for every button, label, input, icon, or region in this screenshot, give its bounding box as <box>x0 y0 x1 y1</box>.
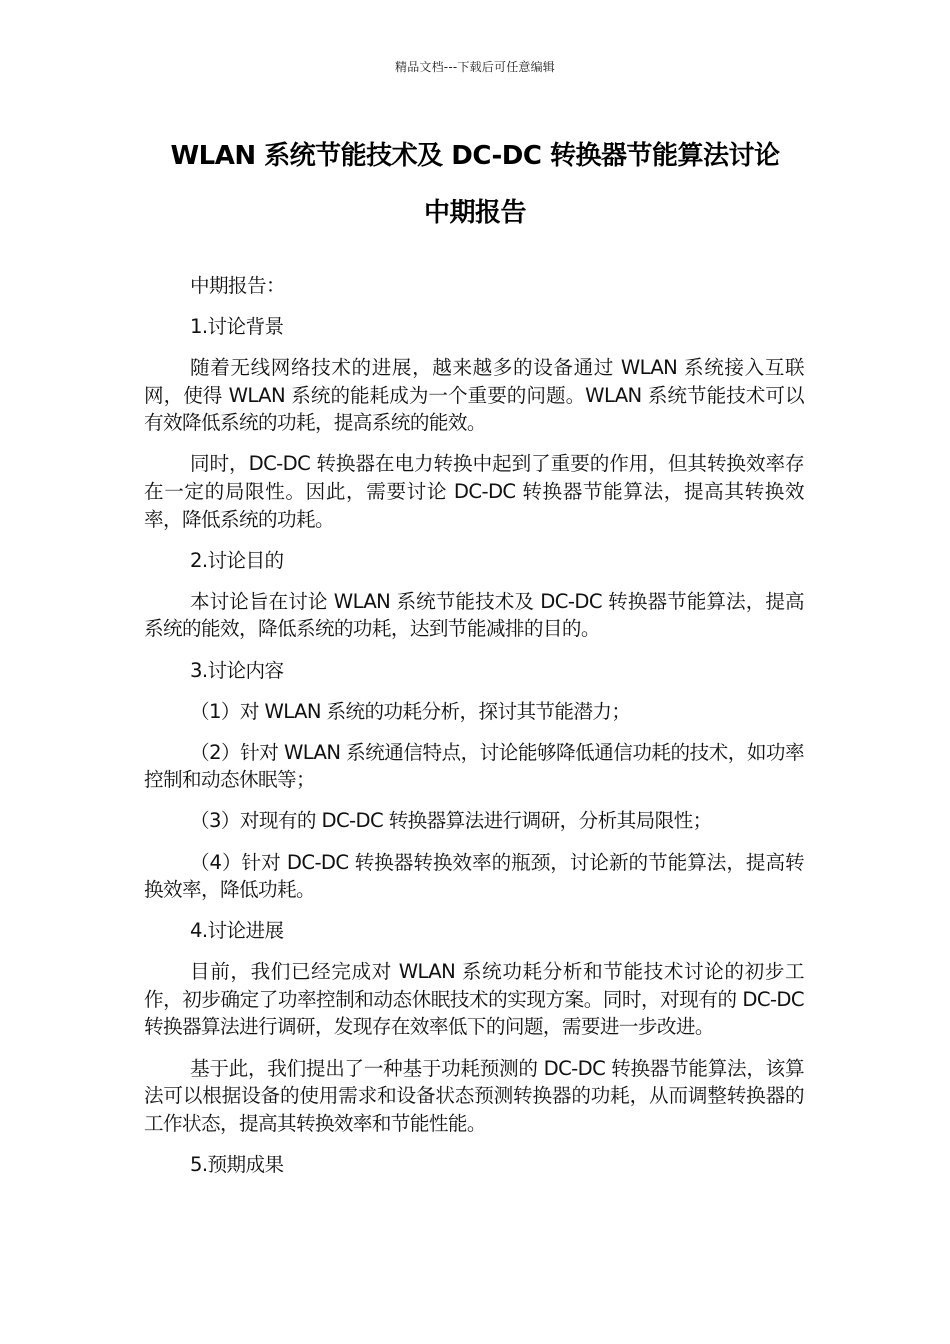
list-item-content-2: （2）针对 WLAN 系统通信特点，讨论能够降低通信功耗的技术，如功率控制和动态休眠等； <box>144 740 804 792</box>
section-heading-expected-results: 5.预期成果 <box>190 1152 284 1176</box>
paragraph-progress-2: 基于此，我们提出了一种基于功耗预测的 DC-DC 转换器节能算法，该算法可以根据设备的使用需求和设备状态预测转换器的功耗，从而调整转换器的工作状态，提高其转换效率和节能性能。 <box>144 1056 804 1135</box>
document-title-line-1: WLAN 系统节能技术及 DC-DC 转换器节能算法讨论 <box>170 141 780 171</box>
list-item-content-3: （3）对现有的 DC-DC 转换器算法进行调研，分析其局限性； <box>190 809 712 833</box>
section-heading-purpose: 2.讨论目的 <box>190 548 284 572</box>
section-intro-label: 中期报告： <box>190 274 285 297</box>
section-heading-content: 3.讨论内容 <box>190 658 284 682</box>
paragraph-background-1: 随着无线网络技术的进展，越来越多的设备通过 WLAN 系统接入互联网，使得 WLAN 系统的能耗成为一个重要的问题。WLAN 系统节能技术可以有效降低系统的功耗，提高系统的能效。 <box>144 356 804 435</box>
section-heading-background: 1.讨论背景 <box>190 315 284 339</box>
document-body <box>144 272 804 1192</box>
document-title-line-2: 中期报告 <box>423 198 526 228</box>
paragraph-progress-1: 目前，我们已经完成对 WLAN 系统功耗分析和节能技术讨论的初步工作，初步确定了功率控制和动态休眠技术的实现方案。同时，对现有的 DC-DC 转换器算法进行调研，发现存在效率低下的问题，需要进一步改进。 <box>144 960 804 1039</box>
list-item-content-4: （4）针对 DC-DC 转换器转换效率的瓶颈，讨论新的节能算法，提高转换效率，降低功耗。 <box>144 850 804 902</box>
paragraph-background-2: 同时，DC-DC 转换器在电力转换中起到了重要的作用，但其转换效率存在一定的局限性。因此，需要讨论 DC-DC 转换器节能算法，提高其转换效率，降低系统的功耗。 <box>144 452 804 531</box>
paragraph-purpose: 本讨论旨在讨论 WLAN 系统节能技术及 DC-DC 转换器节能算法，提高系统的能效，降低系统的功耗，达到节能减排的目的。 <box>144 589 804 641</box>
section-heading-progress: 4.讨论进展 <box>190 919 284 943</box>
header-note: 精品文档---下载后可任意编辑 <box>395 60 555 74</box>
list-item-content-1: （1）对 WLAN 系统的功耗分析，探讨其节能潜力； <box>190 699 631 723</box>
